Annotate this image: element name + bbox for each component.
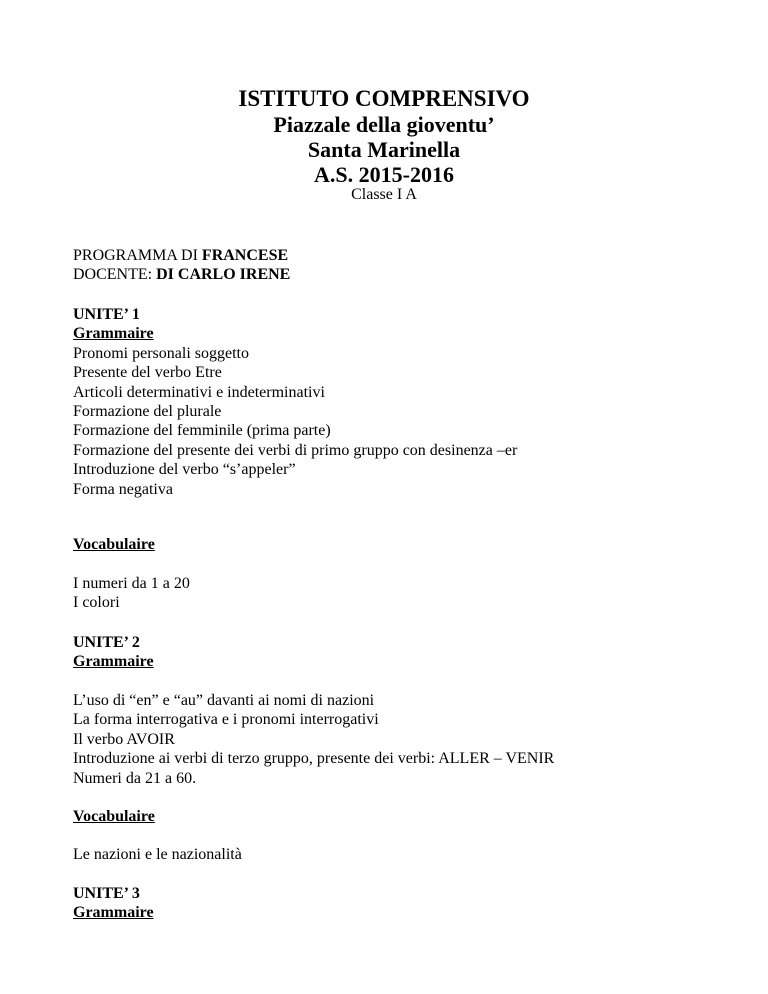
unit1-title: UNITE’ 1 (73, 306, 140, 323)
list-item: Introduzione ai verbi di terzo gruppo, presente dei verbi: ALLER – VENIR (73, 750, 555, 768)
teacher-name: DI CARLO IRENE (156, 266, 291, 284)
unit1-grammar-heading: Grammaire (73, 325, 154, 343)
unit2-grammar-list (73, 691, 733, 788)
list-item: L’uso di “en” e “au” davanti ai nomi di nazioni (73, 692, 375, 709)
unit2-title: UNITE’ 2 (73, 634, 140, 651)
list-item: Formazione del plurale (73, 403, 222, 421)
list-item: Formazione del presente dei verbi di primo gruppo con desinenza –er (73, 441, 518, 459)
list-item: Presente del verbo Etre (73, 364, 222, 382)
school-year: A.S. 2015-2016 (314, 162, 454, 187)
unit1-vocab-block (73, 535, 733, 554)
unit3-title: UNITE’ 3 (73, 885, 140, 902)
unit1-block (73, 305, 733, 499)
unit1-vocab-heading: Vocabulaire (73, 536, 155, 553)
unit2-block (73, 633, 733, 672)
unit2-vocab-block (73, 807, 733, 826)
teacher-line (73, 265, 733, 284)
list-item: Articoli determinativi e indeterminativi (73, 383, 325, 401)
school-title: ISTITUTO COMPRENSIVO (238, 86, 530, 111)
program-subject: FRANCESE (201, 247, 289, 264)
program-label: PROGRAMMA DI (73, 247, 202, 264)
unit3-grammar-heading: Grammaire (73, 904, 154, 922)
program-line (73, 246, 733, 265)
unit2-grammar-heading: Grammaire (73, 653, 154, 671)
unit2-vocab-heading: Vocabulaire (73, 808, 155, 825)
list-item: Pronomi personali soggetto (73, 344, 249, 362)
list-item: La forma interrogativa e i pronomi interrogativi (73, 711, 379, 729)
list-item: Formazione del femminile (prima parte) (73, 422, 331, 440)
list-item: I numeri da 1 a 20 (73, 575, 190, 592)
list-item: Forma negativa (73, 480, 173, 498)
unit2-vocab-list (73, 845, 733, 864)
list-item: Le nazioni e le nazionalità (73, 846, 242, 863)
list-item: I colori (73, 594, 120, 612)
unit1-vocab-list (73, 574, 733, 613)
class-label: Classe I A (351, 186, 417, 203)
list-item: Numeri da 21 a 60. (73, 769, 197, 787)
list-item: Il verbo AVOIR (73, 730, 175, 748)
teacher-label: DOCENTE: (73, 266, 157, 284)
school-address: Piazzale della gioventu’ (273, 112, 495, 137)
program-block (73, 246, 733, 285)
school-town: Santa Marinella (307, 137, 461, 162)
unit3-block (73, 884, 733, 923)
list-item: Introduzione del verbo “s’appeler” (73, 461, 296, 479)
